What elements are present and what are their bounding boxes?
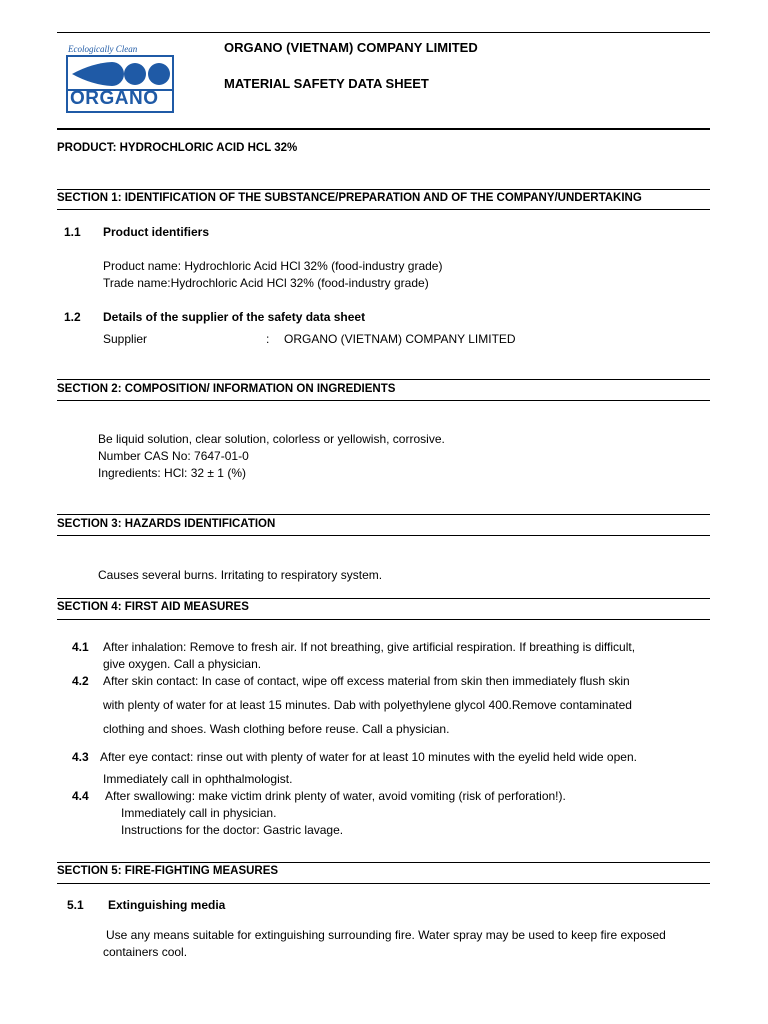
document-title: MATERIAL SAFETY DATA SHEET (224, 76, 429, 91)
item-4-2-line-2: with plenty of water for at least 15 minutes. Dab with polyethylene glycol 400.Remove contaminated (103, 698, 632, 712)
section-5-bottom-rule (57, 883, 710, 884)
organo-logo (66, 44, 176, 114)
section-2-top-rule (57, 379, 710, 380)
composition-line-2: Number CAS No: 7647-01-0 (98, 449, 249, 463)
supplier-value: ORGANO (VIETNAM) COMPANY LIMITED (284, 332, 516, 346)
section-5-title: SECTION 5: FIRE-FIGHTING MEASURES (57, 865, 279, 877)
item-4-3-number: 4.3 (72, 750, 89, 764)
item-1-2-number: 1.2 (64, 310, 81, 324)
header-bottom-rule (57, 128, 710, 130)
section-3-top-rule (57, 514, 710, 515)
item-4-4-line-3: Instructions for the doctor: Gastric lavage. (121, 823, 344, 837)
item-1-1-heading: Product identifiers (103, 225, 210, 239)
section-3-bottom-rule (57, 535, 710, 536)
extinguishing-line-2: containers cool. (103, 945, 188, 959)
item-4-4-number: 4.4 (72, 789, 89, 803)
item-4-1-line-2: give oxygen. Call a physician. (103, 657, 262, 671)
supplier-colon: : (266, 332, 270, 346)
item-1-1-number: 1.1 (64, 225, 81, 239)
composition-line-1: Be liquid solution, clear solution, colorless or yellowish, corrosive. (98, 432, 445, 446)
section-4-title: SECTION 4: FIRST AID MEASURES (57, 601, 249, 613)
product-name: Product name: Hydrochloric Acid HCl 32% (food-industry grade) (103, 259, 443, 273)
section-1-top-rule (57, 189, 710, 190)
item-4-4-line-2: Immediately call in physician. (121, 806, 277, 820)
item-4-2-line-3: clothing and shoes. Wash clothing before reuse. Call a physician. (103, 722, 450, 736)
header-top-rule (57, 32, 710, 33)
company-name: ORGANO (VIETNAM) COMPANY LIMITED (224, 40, 478, 55)
section-5-top-rule (57, 862, 710, 863)
section-4-top-rule (57, 598, 710, 599)
item-4-1-line-1: After inhalation: Remove to fresh air. If not breathing, give artificial respiration. If breathing is difficult, (103, 640, 636, 654)
section-1-bottom-rule (57, 209, 710, 210)
item-1-2-heading: Details of the supplier of the safety data sheet (103, 310, 366, 324)
logo-tagline: Ecologically Clean (68, 44, 138, 54)
section-1-title: SECTION 1: IDENTIFICATION OF THE SUBSTANCE/PREPARATION AND OF THE COMPANY/UNDERTAKING (57, 192, 642, 204)
hazards-line-1: Causes several burns. Irritating to respiratory system. (98, 568, 383, 582)
extinguishing-line-1: Use any means suitable for extinguishing surrounding fire. Water spray may be used to keep fire exposed (106, 928, 666, 942)
composition-line-3: Ingredients: HCl: 32 ± 1 (%) (98, 466, 246, 480)
logo-drops-icon (68, 59, 172, 89)
item-5-1-number: 5.1 (67, 898, 84, 912)
product-title: PRODUCT: HYDROCHLORIC ACID HCL 32% (57, 142, 298, 154)
section-4-bottom-rule (57, 619, 710, 620)
item-4-3-line-2: Immediately call in ophthalmologist. (103, 772, 293, 786)
item-4-2-line-1: After skin contact: In case of contact, wipe off excess material from skin then immediately flush skin (103, 674, 630, 688)
item-4-4-line-1: After swallowing: make victim drink plenty of water, avoid vomiting (risk of perforation!). (105, 789, 566, 803)
item-4-1-number: 4.1 (72, 640, 89, 654)
item-4-2-number: 4.2 (72, 674, 89, 688)
item-4-3-line-1: After eye contact: rinse out with plenty of water for at least 10 minutes with the eyelid held wide open. (100, 750, 637, 764)
section-2-bottom-rule (57, 400, 710, 401)
logo-brand: ORGANO (70, 88, 159, 109)
section-3-title: SECTION 3: HAZARDS IDENTIFICATION (57, 518, 276, 530)
trade-name: Trade name:Hydrochloric Acid HCl 32% (food-industry grade) (103, 276, 429, 290)
section-2-title: SECTION 2: COMPOSITION/ INFORMATION ON INGREDIENTS (57, 383, 396, 395)
logo-mark (66, 55, 174, 113)
supplier-label: Supplier (103, 332, 148, 346)
item-5-1-heading: Extinguishing media (108, 898, 226, 912)
